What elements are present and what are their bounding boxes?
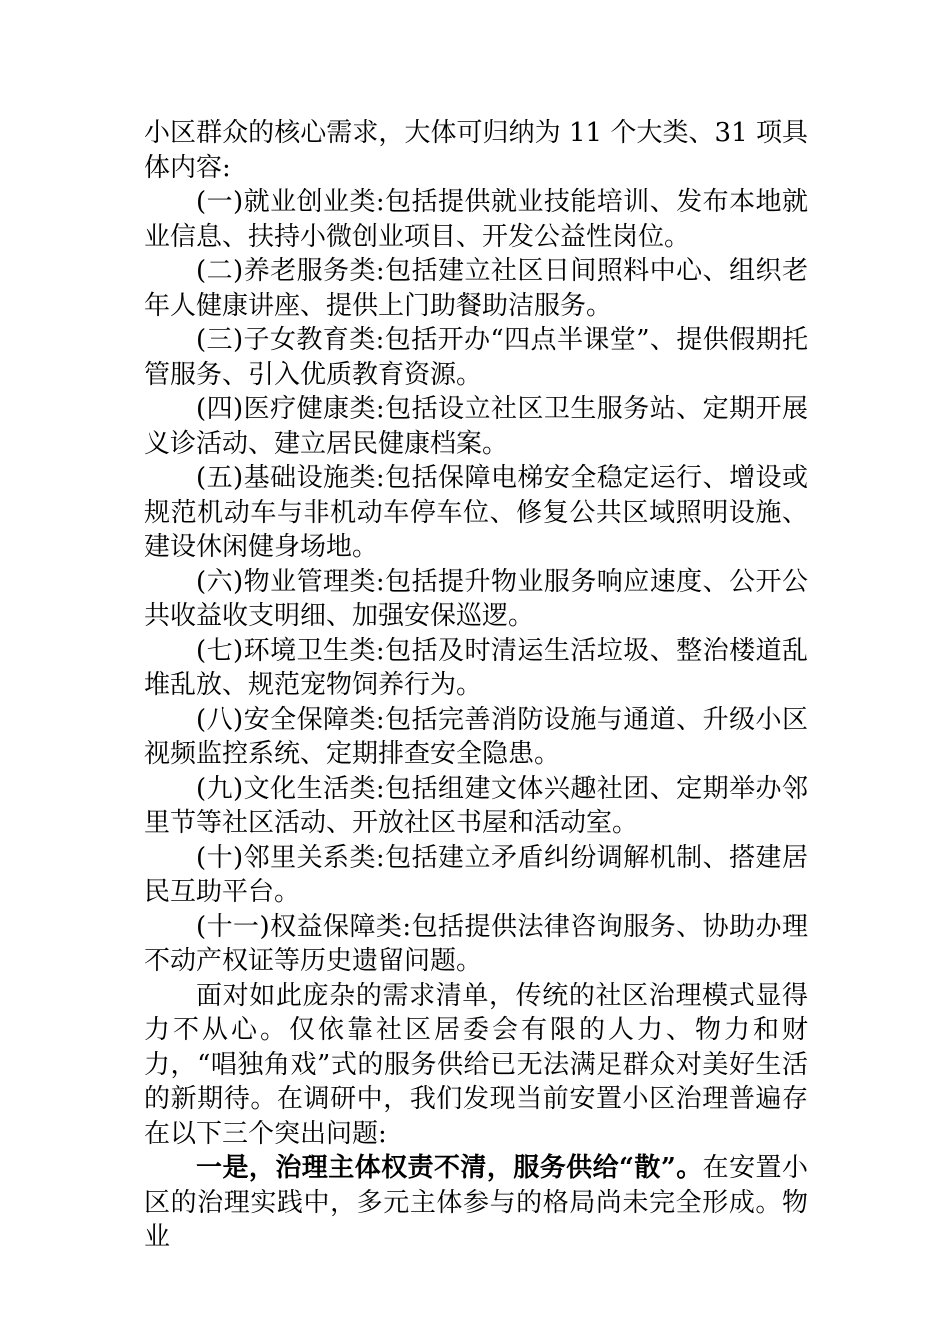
category-sanitation: (七)环境卫生类:包括及时清运生活垃圾、整治楼道乱堆乱放、规范宠物饲养行为。 bbox=[144, 635, 808, 700]
category-safety: (八)安全保障类:包括完善消防设施与通道、升级小区视频监控系统、定期排查安全隐患。 bbox=[144, 704, 808, 769]
category-child-education: (三)子女教育类:包括开办“四点半课堂”、提供假期托管服务、引入优质教育资源。 bbox=[144, 325, 808, 390]
category-medical-health: (四)医疗健康类:包括设立社区卫生服务站、定期开展义诊活动、建立居民健康档案。 bbox=[144, 394, 808, 459]
category-elderly-care: (二)养老服务类:包括建立社区日间照料中心、组织老年人健康讲座、提供上门助餐助洁服务。 bbox=[144, 256, 808, 321]
intro-paragraph: 小区群众的核心需求，大体可归纳为 11 个大类、31 项具体内容: bbox=[144, 118, 808, 183]
document-body bbox=[144, 116, 808, 1255]
category-property-management: (六)物业管理类:包括提升物业服务响应速度、公开公共收益收支明细、加强安保巡逻。 bbox=[144, 566, 808, 631]
problem-one-heading: 一是，治理主体权责不清，服务供给“散”。 bbox=[196, 1153, 703, 1183]
summary-paragraph: 面对如此庞杂的需求清单，传统的社区治理模式显得力不从心。仅依靠社区居委会有限的人力、物力和财力，“唱独角戏”式的服务供给已无法满足群众对美好生活的新期待。在调研中，我们发现当前安置小区治理普遍存在以下三个突出问题: bbox=[144, 980, 808, 1149]
category-rights-protection: (十一)权益保障类:包括提供法律咨询服务、协助办理不动产权证等历史遗留问题。 bbox=[144, 911, 808, 976]
category-culture: (九)文化生活类:包括组建文体兴趣社团、定期举办邻里节等社区活动、开放社区书屋和活动室。 bbox=[144, 773, 808, 838]
category-infrastructure: (五)基础设施类:包括保障电梯安全稳定运行、增设或规范机动车与非机动车停车位、修复公共区域照明设施、建设休闲健身场地。 bbox=[144, 463, 808, 562]
problem-one-paragraph bbox=[144, 1151, 808, 1255]
category-employment: (一)就业创业类:包括提供就业技能培训、发布本地就业信息、扶持小微创业项目、开发公益性岗位。 bbox=[144, 187, 808, 252]
problem-one-body: 在安置小区的治理实践中，多元主体参与的格局尚未完全形成。物业 bbox=[144, 1153, 808, 1252]
category-neighbor-relations: (十)邻里关系类:包括建立矛盾纠纷调解机制、搭建居民互助平台。 bbox=[144, 842, 808, 907]
